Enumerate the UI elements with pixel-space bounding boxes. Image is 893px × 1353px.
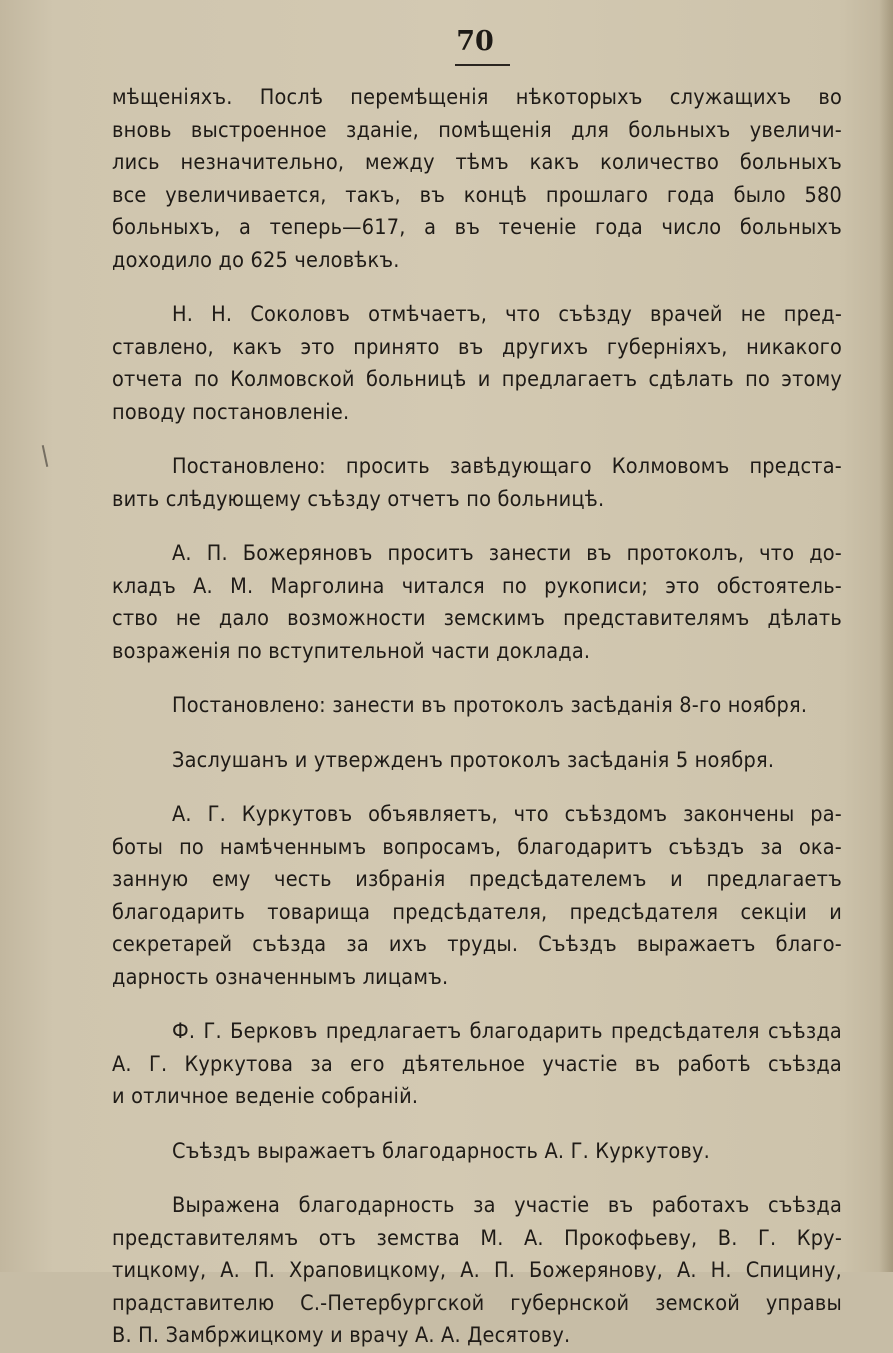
text-line: Ф. Г. Берковъ предлагаетъ благодарить предсѣдателя съѣзда — [172, 1019, 842, 1044]
paragraph — [112, 1016, 842, 1114]
text-line: представителямъ отъ земства М. А. Прокофьеву, В. Г. Кру- — [112, 1225, 842, 1251]
text-line: больныхъ, а теперь—617, а въ теченіе года число больныхъ — [112, 215, 842, 240]
text-line: А. Г. Куркутовъ объявляетъ, что съѣздомъ закончены ра- — [172, 802, 842, 827]
text-line: ство не дало возможности земскимъ представителямъ дѣлать — [112, 606, 842, 631]
text-line: Н. Н. Соколовъ отмѣчаетъ, что съѣзду врачей не пред- — [172, 302, 842, 327]
paragraph — [112, 1136, 842, 1169]
page-edge-shadow — [879, 0, 893, 1272]
text-line: все увеличивается, такъ, въ концѣ прошлаго года было 580 — [112, 182, 842, 208]
text-line: Заслушанъ и утвержденъ протоколъ засѣданія 5 ноября. — [172, 747, 775, 773]
text-line: и отличное веденіе собраній. — [112, 1084, 419, 1109]
margin-pencil-mark — [42, 445, 49, 467]
text-line: кладъ А. М. Марголина читался по рукописи; это обстоятель- — [112, 573, 842, 599]
text-line: тицкому, А. П. Храповицкому, А. П. Божерянову, А. Н. Спицину, — [112, 1258, 842, 1283]
text-line: лись незначительно, между тѣмъ какъ количество больныхъ — [112, 150, 842, 175]
text-line: Выражена благодарность за участіе въ работахъ съѣзда — [172, 1193, 842, 1218]
text-line: А. Г. Куркутова за его дѣятельное участіе въ работѣ съѣзда — [112, 1051, 842, 1077]
paragraph — [112, 1190, 842, 1353]
text-line: вновь выстроенное зданіе, помѣщенія для больныхъ увеличи- — [112, 117, 842, 143]
text-line: вить слѣдующему съѣзду отчетъ по больницѣ. — [112, 486, 605, 512]
text-line: боты по намѣченнымъ вопросамъ, благодаритъ съѣздъ за ока- — [112, 834, 842, 860]
paragraph — [112, 690, 842, 723]
paragraph — [112, 745, 842, 778]
text-line: В. П. Замбржицкому и врачу А. А. Десятову. — [112, 1323, 571, 1348]
page-number-rule — [455, 64, 510, 66]
paragraph — [112, 799, 842, 994]
text-line: Постановлено: занести въ протоколъ засѣданія 8-го ноября. — [172, 693, 808, 718]
text-line: А. П. Божеряновъ проситъ занести въ протоколъ, что до- — [172, 541, 842, 566]
paragraph — [112, 299, 842, 429]
text-line: благодарить товарища предсѣдателя, предсѣдателя секціи и — [112, 899, 842, 925]
text-line: поводу постановленіе. — [112, 399, 350, 425]
paragraph — [112, 538, 842, 668]
text-line: ставлено, какъ это принято въ другихъ губерніяхъ, никакого — [112, 334, 842, 360]
text-line: занную ему честь избранія предсѣдателемъ и предлагаетъ — [112, 867, 842, 892]
paragraph — [112, 82, 842, 277]
text-line: возраженія по вступительной части доклада. — [112, 638, 591, 664]
page-body-text — [112, 82, 842, 1353]
text-line: мѣщеніяхъ. Послѣ перемѣщенія нѣкоторыхъ служащихъ во — [112, 85, 842, 110]
page-number: 70 — [456, 26, 494, 57]
text-line: Постановлено: просить завѣдующаго Колмовомъ предста- — [172, 454, 842, 479]
text-line: дарность означеннымъ лицамъ. — [112, 964, 449, 990]
text-line: секретарей съѣзда за ихъ труды. Съѣздъ выражаетъ благо- — [112, 932, 842, 957]
text-line: доходило до 625 человѣкъ. — [112, 247, 400, 273]
text-line: отчета по Колмовской больницѣ и предлагаетъ сдѣлать по этому — [112, 367, 842, 392]
paragraph — [112, 451, 842, 516]
text-line: Съѣздъ выражаетъ благодарность А. Г. Куркутову. — [172, 1138, 710, 1164]
text-line: прадставителю С.-Петербургской губернской земской управы — [112, 1290, 842, 1316]
